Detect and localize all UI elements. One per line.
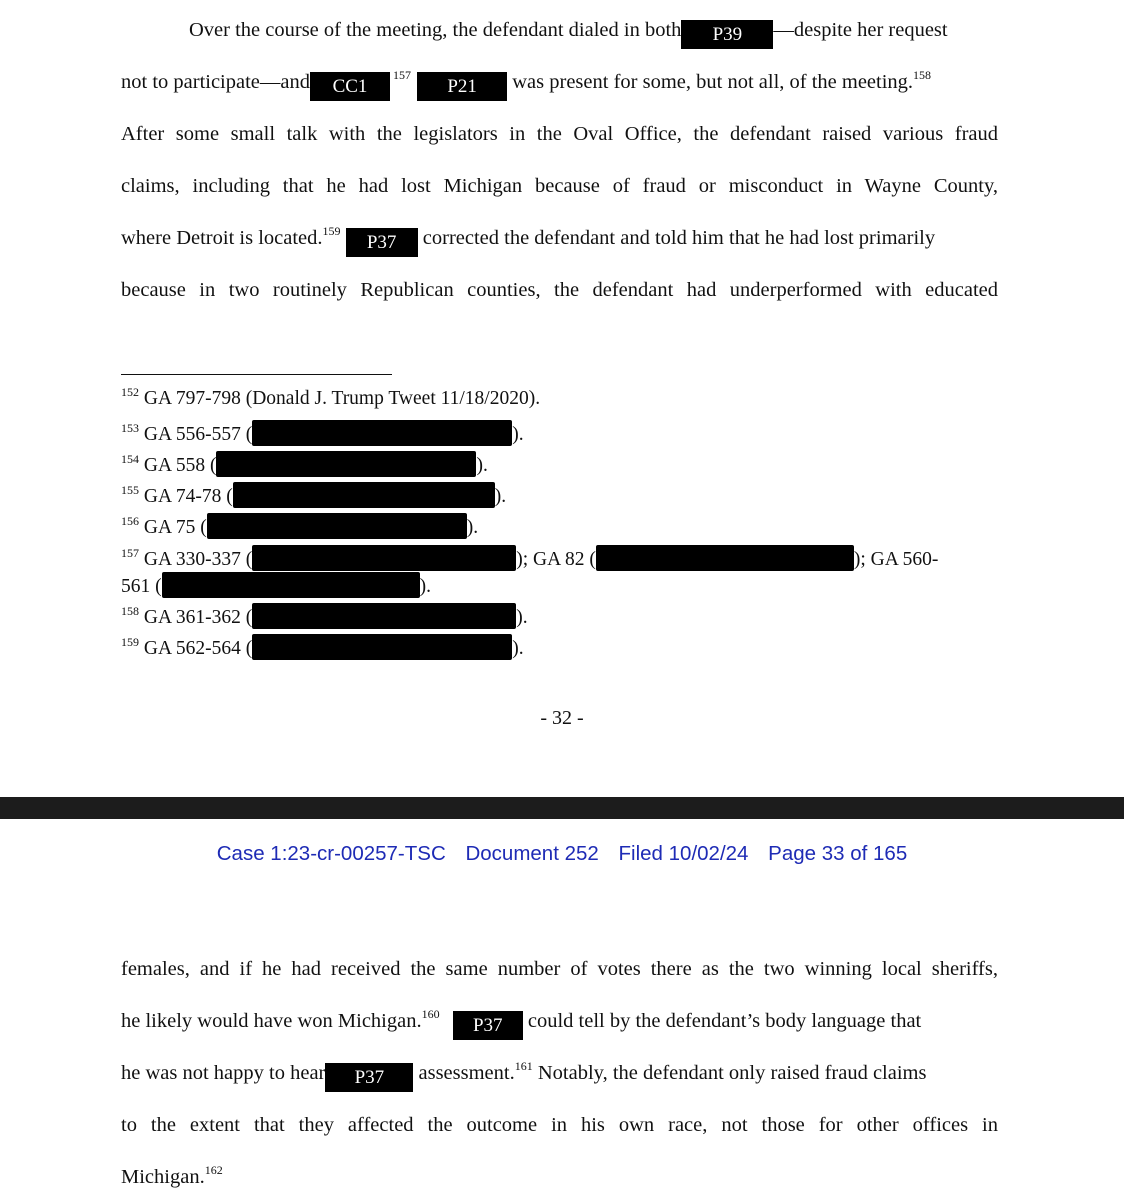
redaction-tag-cc1: CC1 bbox=[310, 72, 390, 101]
redaction-tag-p37: P37 bbox=[453, 1011, 523, 1040]
footnote-157-continued: 561 ( ). bbox=[121, 572, 431, 598]
footnote-153: $^{153}$ GA 556-557 ( ). bbox=[121, 421, 524, 445]
redaction-block bbox=[162, 572, 420, 598]
redaction-block bbox=[216, 451, 476, 477]
footnote-ref-161: 161 bbox=[514, 1059, 533, 1073]
redaction-tag-p39: P39 bbox=[681, 20, 773, 49]
redaction-block bbox=[233, 482, 495, 508]
document-number: Document 252 bbox=[465, 842, 599, 865]
footnote-156: $^{156}$ GA 75 ( ). bbox=[121, 514, 479, 538]
page-indicator: Page 33 of 165 bbox=[768, 842, 908, 865]
body-line-10: to the extent that they affected the outcome in his own race, not those for other offices in bbox=[121, 1114, 998, 1136]
body-line-11: Michigan.$^{162}$ bbox=[121, 1163, 223, 1188]
body-line-5: where Detroit is located.$^{159}$ P37 corrected the defendant and told him that he had lost primarily bbox=[121, 226, 998, 257]
case-number: Case 1:23-cr-00257-TSC bbox=[216, 842, 446, 865]
footnote-ref-160: 160 bbox=[421, 1007, 440, 1021]
footnote-ref-157: 157 bbox=[393, 68, 411, 82]
footnote-ref-159: 159 bbox=[322, 224, 341, 238]
page-number: - 32 - bbox=[540, 707, 584, 729]
redaction-tag-p21: P21 bbox=[417, 72, 507, 101]
footnote-158: $^{158}$ GA 361-362 ( ). bbox=[121, 604, 528, 628]
footnote-154: $^{154}$ GA 558 ( ). bbox=[121, 452, 488, 476]
body-line-3: After some small talk with the legislators in the Oval Office, the defendant raised various fraud bbox=[121, 123, 998, 145]
case-header bbox=[0, 842, 1124, 866]
redaction-tag-p37: P37 bbox=[346, 228, 418, 257]
redaction-block bbox=[252, 545, 516, 571]
body-line-7: females, and if he had received the same number of votes there as the two winning local sheriffs, bbox=[121, 958, 998, 980]
footnote-ref-162: 162 bbox=[204, 1163, 223, 1177]
body-line-8: he likely would have won Michigan.$^{160}$ P37 could tell by the defendant’s body language that bbox=[121, 1009, 998, 1040]
filed-date: Filed 10/02/24 bbox=[618, 842, 749, 865]
redaction-block bbox=[596, 545, 854, 571]
footnote-separator bbox=[121, 374, 392, 375]
body-line-4: claims, including that he had lost Michigan because of fraud or misconduct in Wayne County, bbox=[121, 175, 998, 197]
footnote-159: $^{159}$ GA 562-564 ( ). bbox=[121, 635, 524, 659]
page-divider bbox=[0, 797, 1124, 819]
redaction-block bbox=[207, 513, 467, 539]
footnote-ref-158: 158 bbox=[913, 68, 932, 82]
footnote-152: $^{152}$ GA 797-798 (Donald J. Trump Tweet 11/18/2020). bbox=[121, 385, 541, 409]
footnote-157: $^{157}$ GA 330-337 ( ); GA 82 ( ); GA 560- bbox=[121, 546, 939, 570]
body-line-6: because in two routinely Republican counties, the defendant had underperformed with educated bbox=[121, 279, 998, 301]
body-line-9: he was not happy to hear P37 assessment.$^{161}$ Notably, the defendant only raised fraud claims bbox=[121, 1061, 998, 1092]
redaction-block bbox=[252, 603, 516, 629]
redaction-tag-p37: P37 bbox=[325, 1063, 413, 1092]
footnote-155: $^{155}$ GA 74-78 ( ). bbox=[121, 483, 507, 507]
redaction-block bbox=[252, 420, 512, 446]
redaction-block bbox=[252, 634, 512, 660]
body-line-1: Over the course of the meeting, the defendant dialed in both P39 —despite her request bbox=[189, 18, 998, 49]
body-line-2: not to participate—and $CC1^{157}$ P21 was present for some, but not all, of the meeting.$^{158}$ bbox=[121, 70, 998, 101]
